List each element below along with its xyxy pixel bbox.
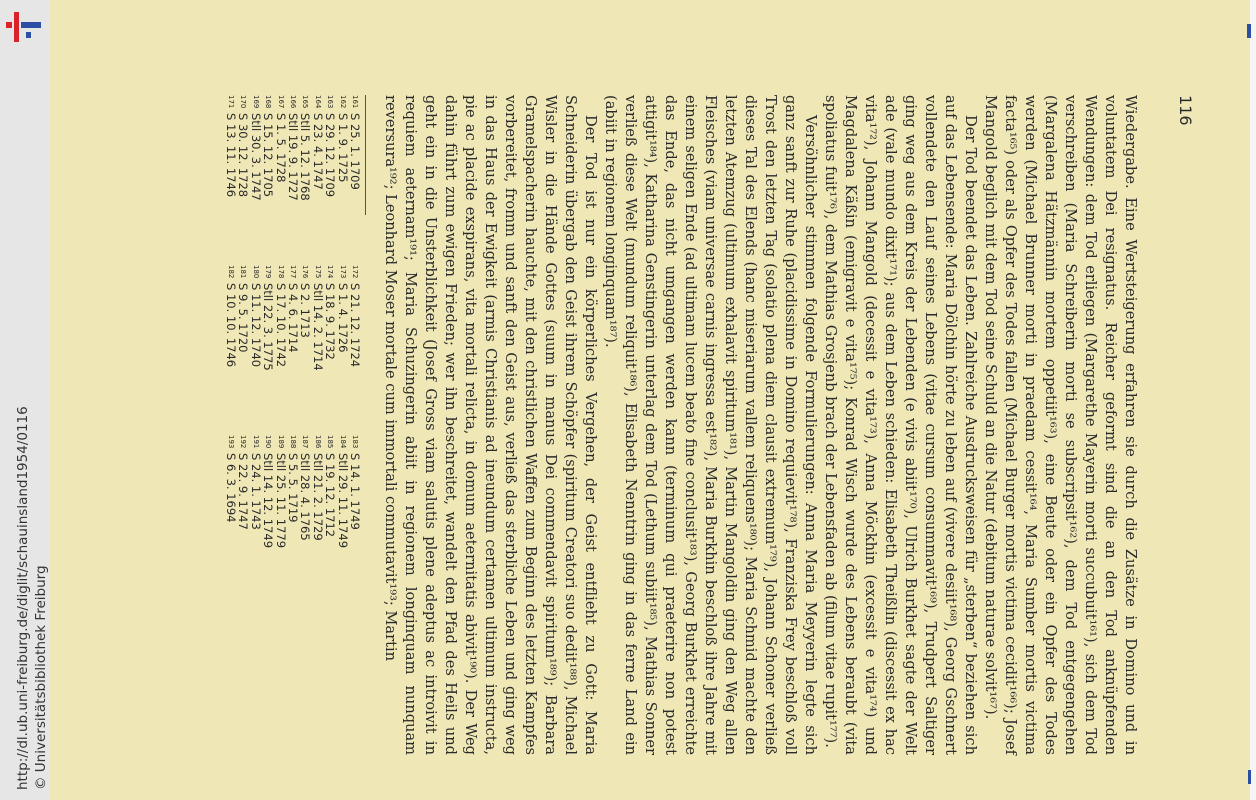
footnote-number: 165 bbox=[301, 95, 310, 109]
footnote-text: Stll 25. 11. 1779 bbox=[273, 453, 288, 549]
footnote-number: 180 bbox=[251, 265, 260, 279]
footnote-number: 192 bbox=[239, 435, 248, 449]
footnote-text: S 22. 9. 1747 bbox=[236, 453, 251, 530]
footnote bbox=[299, 265, 311, 435]
footnote bbox=[311, 95, 323, 265]
footnote-text: S 5. 5. 1719 bbox=[285, 453, 300, 523]
footnote-text: Stll 22. 3. 1775 bbox=[261, 283, 276, 371]
footnote-text: S 6. 3. 1694 bbox=[223, 453, 238, 523]
footnote-number: 182 bbox=[226, 265, 235, 279]
footnote-text: S 1. 4. 1726 bbox=[335, 283, 350, 353]
footnote bbox=[274, 95, 286, 265]
footnote-text: Stll 19. 9. 1727 bbox=[285, 113, 300, 201]
footnote-number: 174 bbox=[326, 265, 335, 279]
footnote bbox=[336, 95, 348, 265]
footnote bbox=[249, 95, 261, 265]
footnote-number: 185 bbox=[326, 435, 335, 449]
footnote-number: 167 bbox=[276, 95, 285, 109]
footnote-text: S 10. 10. 1746 bbox=[223, 283, 238, 368]
footnote-number: 181 bbox=[239, 265, 248, 279]
paragraph: Der Tod beendet das Leben. Zahlreiche Ausdrucksweisen für „sterben“ beziehen sich auf das Lebensende: Maria Dölchin hörte zu leben auf (vivere desiit¹⁶⁸), Georg Gschnert vollendete den Lauf seines Lebens (vitae cursum consummavit¹⁶⁹), Trudpert Saltiger ging weg aus dem Kreis der Lebenden (e vivis abiit¹⁷⁰), Ulrich Burkhet sagte der Welt ade (vale mundo dixit¹⁷¹); aus dem Leben schieden: Elisabeth Theißlin (discessit ex hac vita¹⁷²), Johann Mangold (decessit e vita¹⁷³), Anna Möckhin (excessit e vita¹⁷⁴) und Magdalena Käßin (emigravit e vita¹⁷⁵); Konrad Wisch wurde des Lebens beraubt (vita spoliatus fuit¹⁷⁶), dem Mathias Grosjenb brach der Lebensfaden ab (filum vitae rupit¹⁷⁷). bbox=[822, 95, 979, 755]
footnote-column bbox=[225, 95, 361, 265]
footnote bbox=[311, 265, 323, 435]
footnote-text: S 13. 11. 1746 bbox=[223, 113, 238, 198]
footnote bbox=[324, 435, 336, 605]
edge-marker bbox=[1248, 770, 1251, 784]
footnote bbox=[225, 95, 237, 265]
sidebar bbox=[0, 0, 51, 800]
footnote bbox=[274, 435, 286, 605]
footnote-text: Stll 14. 12. 1749 bbox=[261, 453, 276, 549]
footnote-text: Stll 5. 12. 1768 bbox=[298, 113, 313, 201]
page-content bbox=[130, 95, 1195, 755]
footnote-text: S 1. 5. 1728 bbox=[273, 113, 288, 183]
footnote-column bbox=[225, 435, 361, 605]
footnote-number: 161 bbox=[351, 95, 359, 109]
footnote-number: 166 bbox=[288, 95, 297, 109]
paragraph: Versöhnlicher stimmen folgende Formulierungen: Anna Maria Meyyerin legte sich ganz sanft zur Ruhe (placidissime in Domino requievit¹⁷⁸), Franziska Frey beschloß voll Trost den letzten Tag (solatio plena diem clausit extremum¹⁷⁹), Johann Schoner verließ dieses Tal des Elends (hanc miseriarum vallem reliquens¹⁸⁰); Maria Schmid machte den letzten Atemzug (ultimum exhalavit spiritum¹⁸¹), Martin Mangoldin ging den Weg allen Fleisches (viam universae carnis ingressa est¹⁸²), Maria Burkhin beschloß ihre Jahre mit einem seligen Ende (ad ultimam lucem beato fine conclusit¹⁸³), Georg Burkhet erreichte das Ende, das nicht umgangen werden kann (terminum qui praeterire non potest attigit¹⁸⁴), Katharina Genstingerin unterlag dem Tod (Lethum subiit¹⁸⁵), Mathias Sonner verließ diese Welt (mundum reliquit¹⁸⁶), Elisabeth Nenntrin ging in das ferne Land ein (abiit in regionem longinquam¹⁸⁷). bbox=[602, 95, 819, 755]
footnote-number: 169 bbox=[251, 95, 260, 109]
source-url[interactable]: http://dl.ub.uni-freiburg.de/diglit/schauinsland1954/0116 bbox=[15, 406, 31, 790]
page-edge bbox=[1250, 0, 1256, 800]
paragraph: Der Tod ist nur ein körperliches Vergehen, der Geist entflieht zu Gott: Maria Schneiderin übergab den Geist ihrem Schöpfer (spiritum Creatori suo dedit¹⁸⁸), Michael Wisler in die Hände Gottes (suum in manus Dei commendavit spiritum¹⁸⁹); Barbara Gramelspacherin hauchte, mit den christlichen Waffen zum Beginn des letzten Kampfes vorbereitet, fromm und sanft den Geist aus, verließ das sterbliche Leben und ging weg in das Haus der Ewigkeit (armis Christianis ad ineundum certamen ultimum instructa, pie ac placide exspirans, vita mortali relicta, in domum aeternitatis abivit¹⁹⁰). Der Weg dahin führt zum ewigen Frieden; wer ihn beschreitet, wandelt den Pfad des Heils und geht ein in die Unsterblichkeit (Josef Gross viam salutis plene adeptus ac introivit in requiem aeternam¹⁹¹; Maria Schuzingerin abiit in regionem longinquam nunquam reversura¹⁹²; Leonhard Moser mortale cum immortali commutavit¹⁹³; Martin bbox=[382, 95, 599, 755]
footnote bbox=[274, 265, 286, 435]
footnote-number: 176 bbox=[301, 265, 310, 279]
footnote bbox=[336, 265, 348, 435]
footnote bbox=[249, 435, 261, 605]
footnote bbox=[225, 265, 237, 435]
footnote-number: 193 bbox=[226, 435, 235, 449]
footnote-text: Stll 14. 2. 1714 bbox=[310, 283, 325, 371]
footnote-text: S 21. 12. 1724 bbox=[348, 283, 362, 368]
footnote-text: S 17. 10. 1742 bbox=[273, 283, 288, 368]
footnote bbox=[287, 95, 299, 265]
footnote-text: S 9. 5. 1720 bbox=[236, 283, 251, 353]
footnote-number: 179 bbox=[264, 265, 273, 279]
footnote-text: S 23. 4. 1747 bbox=[310, 113, 325, 190]
footnote bbox=[349, 95, 361, 265]
footnote bbox=[311, 435, 323, 605]
footnote-number: 183 bbox=[351, 435, 359, 449]
footnote-divider bbox=[365, 95, 366, 215]
footnote-number: 187 bbox=[301, 435, 310, 449]
footnote-text: Stll 21. 2. 1729 bbox=[310, 453, 325, 541]
footnote-number: 188 bbox=[288, 435, 297, 449]
footnote-number: 171 bbox=[226, 95, 235, 109]
footnote-text: Stll 29. 11. 1749 bbox=[335, 453, 350, 549]
footnote-text: Stll 30. 3. 1747 bbox=[248, 113, 263, 201]
footnote bbox=[349, 265, 361, 435]
copyright-notice: © Universitätsbibliothek Freiburg bbox=[33, 565, 49, 790]
footnote-text: S 29. 12. 1709 bbox=[323, 113, 338, 198]
edge-marker bbox=[1247, 24, 1251, 38]
footnotes bbox=[225, 95, 361, 755]
footnote bbox=[237, 265, 249, 435]
footnote-number: 163 bbox=[326, 95, 335, 109]
footnote bbox=[324, 265, 336, 435]
footnote-text: S 4. 6. 1714 bbox=[285, 283, 300, 353]
footnote bbox=[349, 435, 361, 605]
page-number: 116 bbox=[1176, 95, 1195, 126]
footnote-text: S 1. 9. 1725 bbox=[335, 113, 350, 183]
footnote bbox=[237, 95, 249, 265]
footnote-number: 190 bbox=[264, 435, 273, 449]
footnote bbox=[262, 435, 274, 605]
footnote bbox=[299, 95, 311, 265]
footnote-text: Stll 28. 4. 1765 bbox=[298, 453, 313, 541]
footnote-number: 168 bbox=[264, 95, 273, 109]
footnote-number: 191 bbox=[251, 435, 260, 449]
footnote-number: 170 bbox=[239, 95, 248, 109]
footnote bbox=[336, 435, 348, 605]
footnote bbox=[262, 95, 274, 265]
footnote-text: S 15. 12. 1705 bbox=[261, 113, 276, 198]
footnote-column bbox=[225, 265, 361, 435]
footnote-text: S 18. 9. 1732 bbox=[323, 283, 338, 360]
footnote bbox=[237, 435, 249, 605]
footnote bbox=[225, 435, 237, 605]
source-attribution bbox=[14, 406, 50, 790]
footnote-number: 186 bbox=[313, 435, 322, 449]
footnote bbox=[287, 265, 299, 435]
footnote-number: 173 bbox=[338, 265, 347, 279]
footnote-number: 189 bbox=[276, 435, 285, 449]
footnote-text: S 14. 1. 1749 bbox=[348, 453, 362, 530]
footnote bbox=[299, 435, 311, 605]
footnote bbox=[287, 435, 299, 605]
footnote-text: S 25. 1. 1709 bbox=[348, 113, 362, 190]
footnote bbox=[249, 265, 261, 435]
paragraph: Wiedergabe. Eine Wertsteigerung erfahren sie durch die Zusätze in Domino und in voluntatem Dei resignatus. Reicher geformt sind die an den Tod anknüpfenden Wendungen: dem Tod erliegen (Margarethe Mayerin morti succubuit¹⁶¹), sich dem Tod verschreiben (Maria Schreiberin morti se subscripsit¹⁶²), dem Tod entgegengehen (Margalena Hätzmännin mortem oppetiit¹⁶³), eine Beute oder ein Opfer des Todes werden (Michael Brunner morti in praedam cessit¹⁶⁴, Maria Sumber mortis victima facta¹⁶⁵) oder als Opfer des Todes fallen (Michael Burger mortis victima cecidit¹⁶⁶); Josef Mangold beglich mit dem Tod seine Schuld an die Natur (debitum naturae solvit¹⁶⁷). bbox=[982, 95, 1139, 755]
footnote-text: S 11. 12. 1740 bbox=[248, 283, 263, 368]
footnote-text: S 24. 1. 1743 bbox=[248, 453, 263, 530]
footnote-number: 178 bbox=[276, 265, 285, 279]
footnote-number: 164 bbox=[313, 95, 322, 109]
footnote-text: S 19. 12. 1712 bbox=[323, 453, 338, 538]
footnote-number: 177 bbox=[288, 265, 297, 279]
footnote-number: 175 bbox=[313, 265, 322, 279]
footnote bbox=[262, 265, 274, 435]
footnote-number: 184 bbox=[338, 435, 347, 449]
footnote bbox=[324, 95, 336, 265]
footnote-text: S 30. 12. 1728 bbox=[236, 113, 251, 198]
footnote-number: 162 bbox=[338, 95, 347, 109]
university-logo-icon bbox=[4, 8, 44, 48]
footnote-text: S 2. 1713 bbox=[298, 283, 313, 338]
footnote-number: 172 bbox=[351, 265, 359, 279]
